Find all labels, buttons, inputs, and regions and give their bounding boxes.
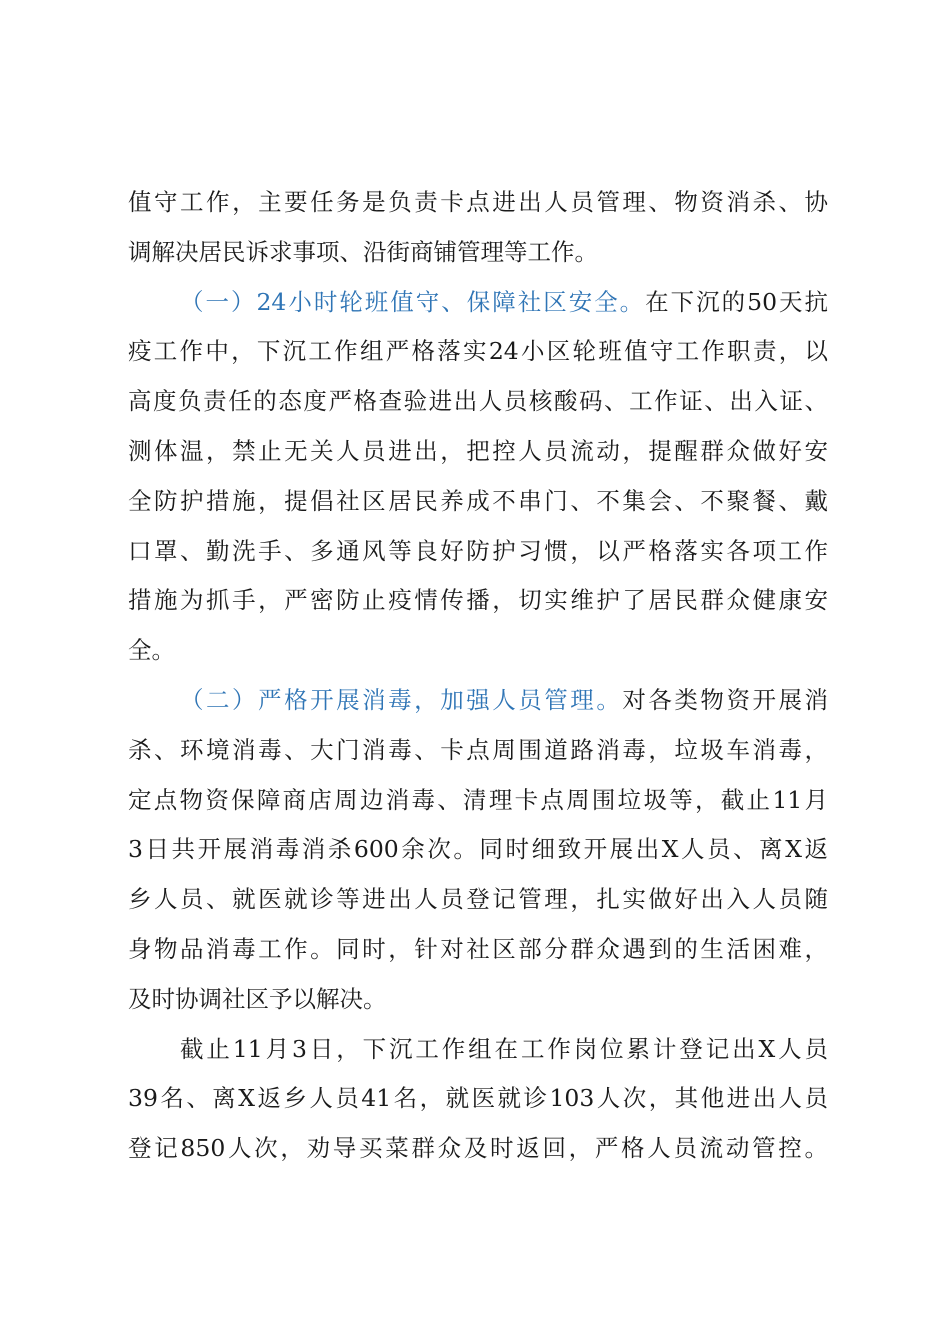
text-line: 调解决居民诉求事项、沿街商铺管理等工作。: [128, 237, 598, 266]
paragraph-2: [128, 278, 828, 676]
text-line: 杀、环境消毒、大门消毒、卡点周围道路消毒，垃圾车消毒，: [128, 735, 828, 764]
text-line: 及时协调社区予以解决。: [128, 984, 387, 1013]
text-run: 在下沉的50天抗: [645, 287, 828, 316]
text-line: 疫工作中，下沉工作组严格落实24小区轮班值守工作职责，以: [128, 337, 828, 366]
text-line: [128, 278, 828, 328]
text-line: 全。: [128, 636, 175, 665]
document-body: [128, 178, 828, 1174]
text-line: 措施为抓手，严密防止疫情传播，切实维护了居民群众健康安: [128, 586, 828, 615]
text-line: 3日共开展消毒消杀600余次。同时细致开展出X人员、离X返: [128, 835, 828, 864]
text-line: 登记850人次，劝导买菜群众及时返回，严格人员流动管控。: [128, 1134, 828, 1163]
paragraph-1: [128, 178, 828, 278]
text-line: 定点物资保障商店周边消毒、清理卡点周围垃圾等，截止11月: [128, 785, 828, 814]
text-run: 对各类物资开展消: [622, 685, 829, 714]
text-line: 值守工作，主要任务是负责卡点进出人员管理、物资消杀、协: [128, 188, 828, 216]
text-line: 身物品消毒工作。同时，针对社区部分群众遇到的生活困难，: [128, 934, 828, 963]
text-line: 乡人员、就医就诊等进出人员登记管理，扎实做好出入人员随: [128, 885, 828, 914]
text-line: 截止11月3日，下沉工作组在工作岗位累计登记出X人员: [180, 1034, 828, 1063]
text-line: 全防护措施，提倡社区居民养成不串门、不集会、不聚餐、戴: [128, 486, 828, 515]
paragraph-3: [128, 676, 828, 1025]
section-heading-2: （二）严格开展消毒，加强人员管理。: [180, 685, 623, 714]
text-line: 测体温，禁止无关人员进出，把控人员流动，提醒群众做好安: [128, 436, 828, 465]
text-line: [128, 676, 828, 726]
paragraph-4: [128, 1025, 828, 1174]
text-line: 口罩、勤洗手、多通风等良好防护习惯，以严格落实各项工作: [128, 536, 828, 565]
section-heading-1: （一）24小时轮班值守、保障社区安全。: [180, 287, 646, 316]
text-line: 39名、离X返乡人员41名，就医就诊103人次，其他进出人员: [128, 1084, 828, 1113]
text-line: 高度负责任的态度严格查验进出人员核酸码、工作证、出入证、: [128, 387, 828, 416]
